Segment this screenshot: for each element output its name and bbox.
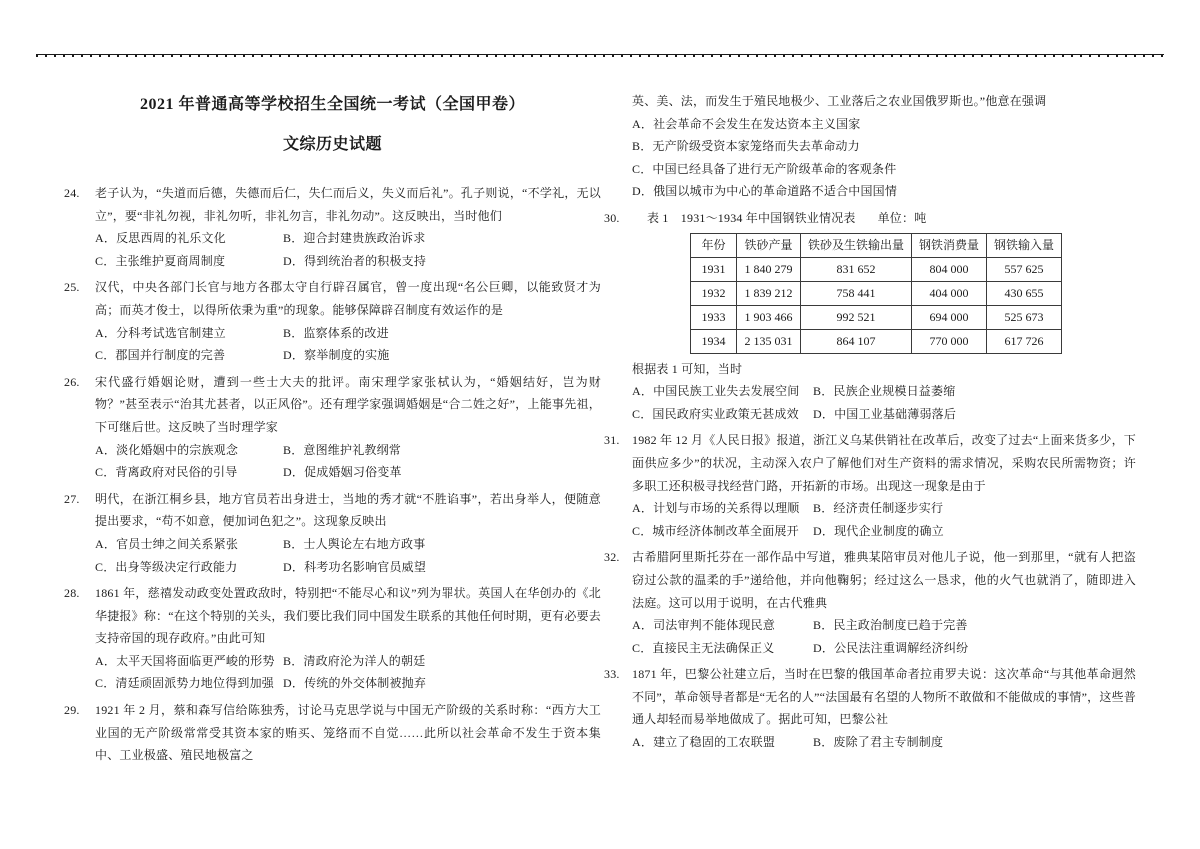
option-item: B．意图维护礼教纲常	[283, 442, 402, 457]
table-header-row	[691, 233, 1062, 257]
question-text: 古希腊阿里斯托芬在一部作品中写道，雅典某陪审员对他儿子说，他一到那里，“就有人把盗窃过公款的温柔的手”递给他，并向他鞠躬；经过这么一恳求，他的火气也就消了，随即进入法庭。这可以用于说明，在古代雅典	[632, 550, 1136, 610]
option-row	[632, 113, 1136, 136]
unit-label: 单位：吨	[877, 210, 927, 225]
option-item: B．民主政治制度已趋于完善	[813, 618, 968, 633]
question-text: 明代，在浙江桐乡县，地方官员若出身进士，当地的秀才就“不胜谄事”，若出身举人，便随意提出要求，“苟不如意，便加词色犯之”。这现象反映出	[95, 491, 601, 529]
question-number: 28.	[64, 586, 80, 601]
option-row	[95, 227, 601, 250]
table-header-cell: 铁砂产量	[737, 233, 801, 257]
right-column	[604, 90, 1136, 758]
question	[604, 429, 1136, 542]
option-item: A．太平天国将面临更严峻的形势	[95, 653, 275, 668]
table-caption: 表 1 1931～1934 年中国钢铁业情况表	[647, 210, 856, 225]
table-header-cell: 年份	[691, 233, 737, 257]
option-item: C．国民政府实业政策无甚成效	[632, 406, 799, 421]
exam-title: 2021 年普通高等学校招生全国统一考试（全国甲卷）	[139, 96, 525, 113]
options-block	[604, 113, 1136, 203]
option-row	[95, 533, 601, 556]
table-header-cell: 钢铁输入量	[987, 233, 1062, 257]
options-block	[604, 380, 1136, 425]
option-row	[632, 731, 1136, 754]
option-item: C．清廷顽固派势力地位得到加强	[95, 676, 275, 691]
option-item: A．分科考试选官制建立	[95, 325, 226, 340]
table-cell: 525 673	[987, 305, 1062, 329]
paragraph: 根据表 1 可知，当时	[632, 361, 743, 376]
option-item: A．官员士绅之间关系紧张	[95, 536, 239, 551]
question	[64, 582, 601, 695]
table-cell: 694 000	[912, 305, 987, 329]
question	[604, 546, 1136, 659]
option-item: D．公民法注重调解经济纠纷	[813, 640, 969, 655]
option-row	[95, 250, 601, 273]
right-flow-container	[604, 90, 1136, 754]
question	[64, 371, 601, 484]
option-item: B．经济责任制逐步实行	[813, 501, 944, 516]
option-row	[95, 650, 601, 673]
left-column	[64, 92, 601, 771]
option-row	[95, 439, 601, 462]
table-cell: 1 903 466	[737, 305, 801, 329]
option-row	[632, 380, 1136, 403]
table-cell: 1931	[691, 257, 737, 281]
question-text: 宋代盛行婚姻论财，遭到一些士大夫的批评。南宋理学家张栻认为，“婚姻结好，岂为财物？”甚至表示“治其尤甚者，以正风俗”。还有理学家强调婚姻是“合二姓之好”，上能事先祖，下可继后世。这反映了当时理学家	[95, 374, 601, 434]
table-cell: 404 000	[912, 281, 987, 305]
option-item: C．出身等级决定行政能力	[95, 559, 238, 574]
question-text: 1982 年 12 月《人民日报》报道，浙江义乌某供销社在改革后，改变了过去“上面来货多少，下面供应多少”的状况，主动深入农户了解他们对生产资料的需求情况，采购农民所需物资；许多职工还积极寻找经营门路，开拓新的市场。出现这一现象是由于	[632, 433, 1136, 493]
option-item: B．废除了君主专制制度	[813, 735, 944, 750]
table-cell: 804 000	[912, 257, 987, 281]
option-row	[632, 497, 1136, 520]
table-cell: 430 655	[987, 281, 1062, 305]
table-cell: 1933	[691, 305, 737, 329]
option-item: A．司法审判不能体现民意	[632, 618, 776, 633]
left-questions-container	[64, 182, 601, 767]
option-item: C．城市经济体制改革全面展开	[632, 523, 799, 538]
question-number: 29.	[64, 703, 80, 718]
option-item: A．计划与市场的关系得以理顺	[632, 501, 800, 516]
table-caption-row	[604, 207, 1136, 230]
option-item: B．民族企业规模日益萎缩	[813, 384, 956, 399]
table-cell: 770 000	[912, 329, 987, 353]
option-row	[95, 672, 601, 695]
option-item: A．反思西周的礼乐文化	[95, 231, 226, 246]
table-cell: 831 652	[801, 257, 912, 281]
table-row	[691, 305, 1062, 329]
option-item: A．中国民族工业失去发展空间	[632, 384, 800, 399]
question-number: 32.	[604, 550, 620, 565]
question-number: 27.	[64, 491, 80, 506]
option-row	[632, 135, 1136, 158]
table-cell: 1 839 212	[737, 281, 801, 305]
question-number: 24.	[64, 186, 80, 200]
option-item: C．直接民主无法确保正义	[632, 640, 775, 655]
option-item: D．得到统治者的积极支持	[283, 253, 427, 268]
exam-subtitle: 文综历史试题	[282, 136, 382, 153]
option-row	[95, 461, 601, 484]
option-item: A．社会革命不会发生在发达资本主义国家	[632, 116, 861, 131]
question	[604, 663, 1136, 753]
question-text: 汉代，中央各部门长官与地方各郡太守自行辟召属官，曾一度出现“名公巨卿，以能致贤才为高；而英才俊士，以得所依秉为重”的现象。能够保障辟召制度有效运作的是	[95, 280, 601, 317]
table-cell: 1932	[691, 281, 737, 305]
question-number: 26.	[64, 374, 80, 389]
option-row	[95, 344, 601, 367]
option-item: D．现代企业制度的确立	[813, 523, 944, 538]
option-row	[95, 322, 601, 345]
option-item: D．科考功名影响官员威望	[283, 559, 427, 574]
option-item: D．传统的外交体制被抛弃	[283, 676, 427, 691]
option-item: D．中国工业基础薄弱落后	[813, 406, 957, 421]
option-row	[632, 403, 1136, 426]
option-item: D．俄国以城市为中心的革命道路不适合中国国情	[632, 184, 898, 199]
steel-industry-table	[690, 233, 1062, 354]
option-item: C．背离政府对民俗的引导	[95, 465, 238, 480]
table-cell: 1934	[691, 329, 737, 353]
question-text: 1921 年 2 月，蔡和森写信给陈独秀，讨论马克思学说与中国无产阶级的关系时称：“西方大工业国的无产阶级常常受其资本家的贿买、笼络而不自觉……此所以社会革命不发生于资本集中、工业极盛、殖民地极富之	[95, 703, 601, 763]
question-number: 31.	[604, 433, 620, 448]
option-item: B．无产阶级受资本家笼络而失去革命动力	[632, 139, 860, 154]
option-item: C．中国已经具备了进行无产阶级革命的客观条件	[632, 161, 897, 176]
table-cell: 557 625	[987, 257, 1062, 281]
table-cell: 1 840 279	[737, 257, 801, 281]
table-cell: 758 441	[801, 281, 912, 305]
option-row	[632, 180, 1136, 203]
option-item: A．建立了稳固的工农联盟	[632, 735, 776, 750]
option-item: B．清政府沦为洋人的朝廷	[283, 653, 426, 668]
question	[64, 182, 601, 272]
question	[64, 488, 601, 578]
question-text: 1871 年，巴黎公社建立后，当时在巴黎的俄国革命者拉甫罗夫说：这次革命“与其他革命迥然不同”，革命领导者都是“无名的人”“法国最有名望的人物所不敢做和不能做成的事情”，这些普通人却轻而易举地做成了。据此可知，巴黎公社	[632, 667, 1136, 727]
question-text: 1861 年，慈禧发动政变处置政敌时，特别把“不能尽心和议”列为罪状。英国人在华创办的《北华捷报》称：“在这个特别的关头，我们要比我们同中国发生联系的其他任何时期，更有必要去支持帝国的现存政府。”由此可知	[95, 586, 601, 646]
option-item: D．促成婚姻习俗变革	[283, 465, 402, 480]
option-item: C．郡国并行制度的完善	[95, 348, 226, 363]
table-cell: 992 521	[801, 305, 912, 329]
table-row	[691, 281, 1062, 305]
top-divider	[36, 54, 1164, 58]
option-item: D．察举制度的实施	[283, 348, 390, 363]
question-number: 30.	[604, 210, 620, 225]
table-header-cell: 铁砂及生铁输出量	[801, 233, 912, 257]
table-row	[691, 257, 1062, 281]
question-text: 老子认为，“失道而后德，失德而后仁，失仁而后义，失义而后礼”。孔子则说，“不学礼，无以立”，要“非礼勿视，非礼勿听，非礼勿言，非礼勿动”。这反映出，当时他们	[95, 186, 601, 223]
option-row	[632, 158, 1136, 181]
table-cell: 617 726	[987, 329, 1062, 353]
table-header-cell: 钢铁消费量	[912, 233, 987, 257]
option-row	[632, 637, 1136, 660]
option-row	[632, 520, 1136, 543]
option-item: B．迎合封建贵族政治诉求	[283, 231, 426, 246]
question-number: 33.	[604, 667, 620, 682]
table-row	[691, 329, 1062, 353]
option-item: B．监察体系的改进	[283, 325, 389, 340]
table-cell: 2 135 031	[737, 329, 801, 353]
option-row	[632, 614, 1136, 637]
question	[64, 699, 601, 767]
option-item: C．主张维护夏商周制度	[95, 253, 226, 268]
option-item: B．士人舆论左右地方政事	[283, 536, 426, 551]
paragraph: 英、美、法，而发生于殖民地极少、工业落后之农业国俄罗斯也。”他意在强调	[632, 94, 1047, 108]
question-number: 25.	[64, 280, 80, 295]
option-row	[95, 556, 601, 579]
question	[64, 276, 601, 366]
table-cell: 864 107	[801, 329, 912, 353]
option-item: A．淡化婚姻中的宗族观念	[95, 442, 239, 457]
